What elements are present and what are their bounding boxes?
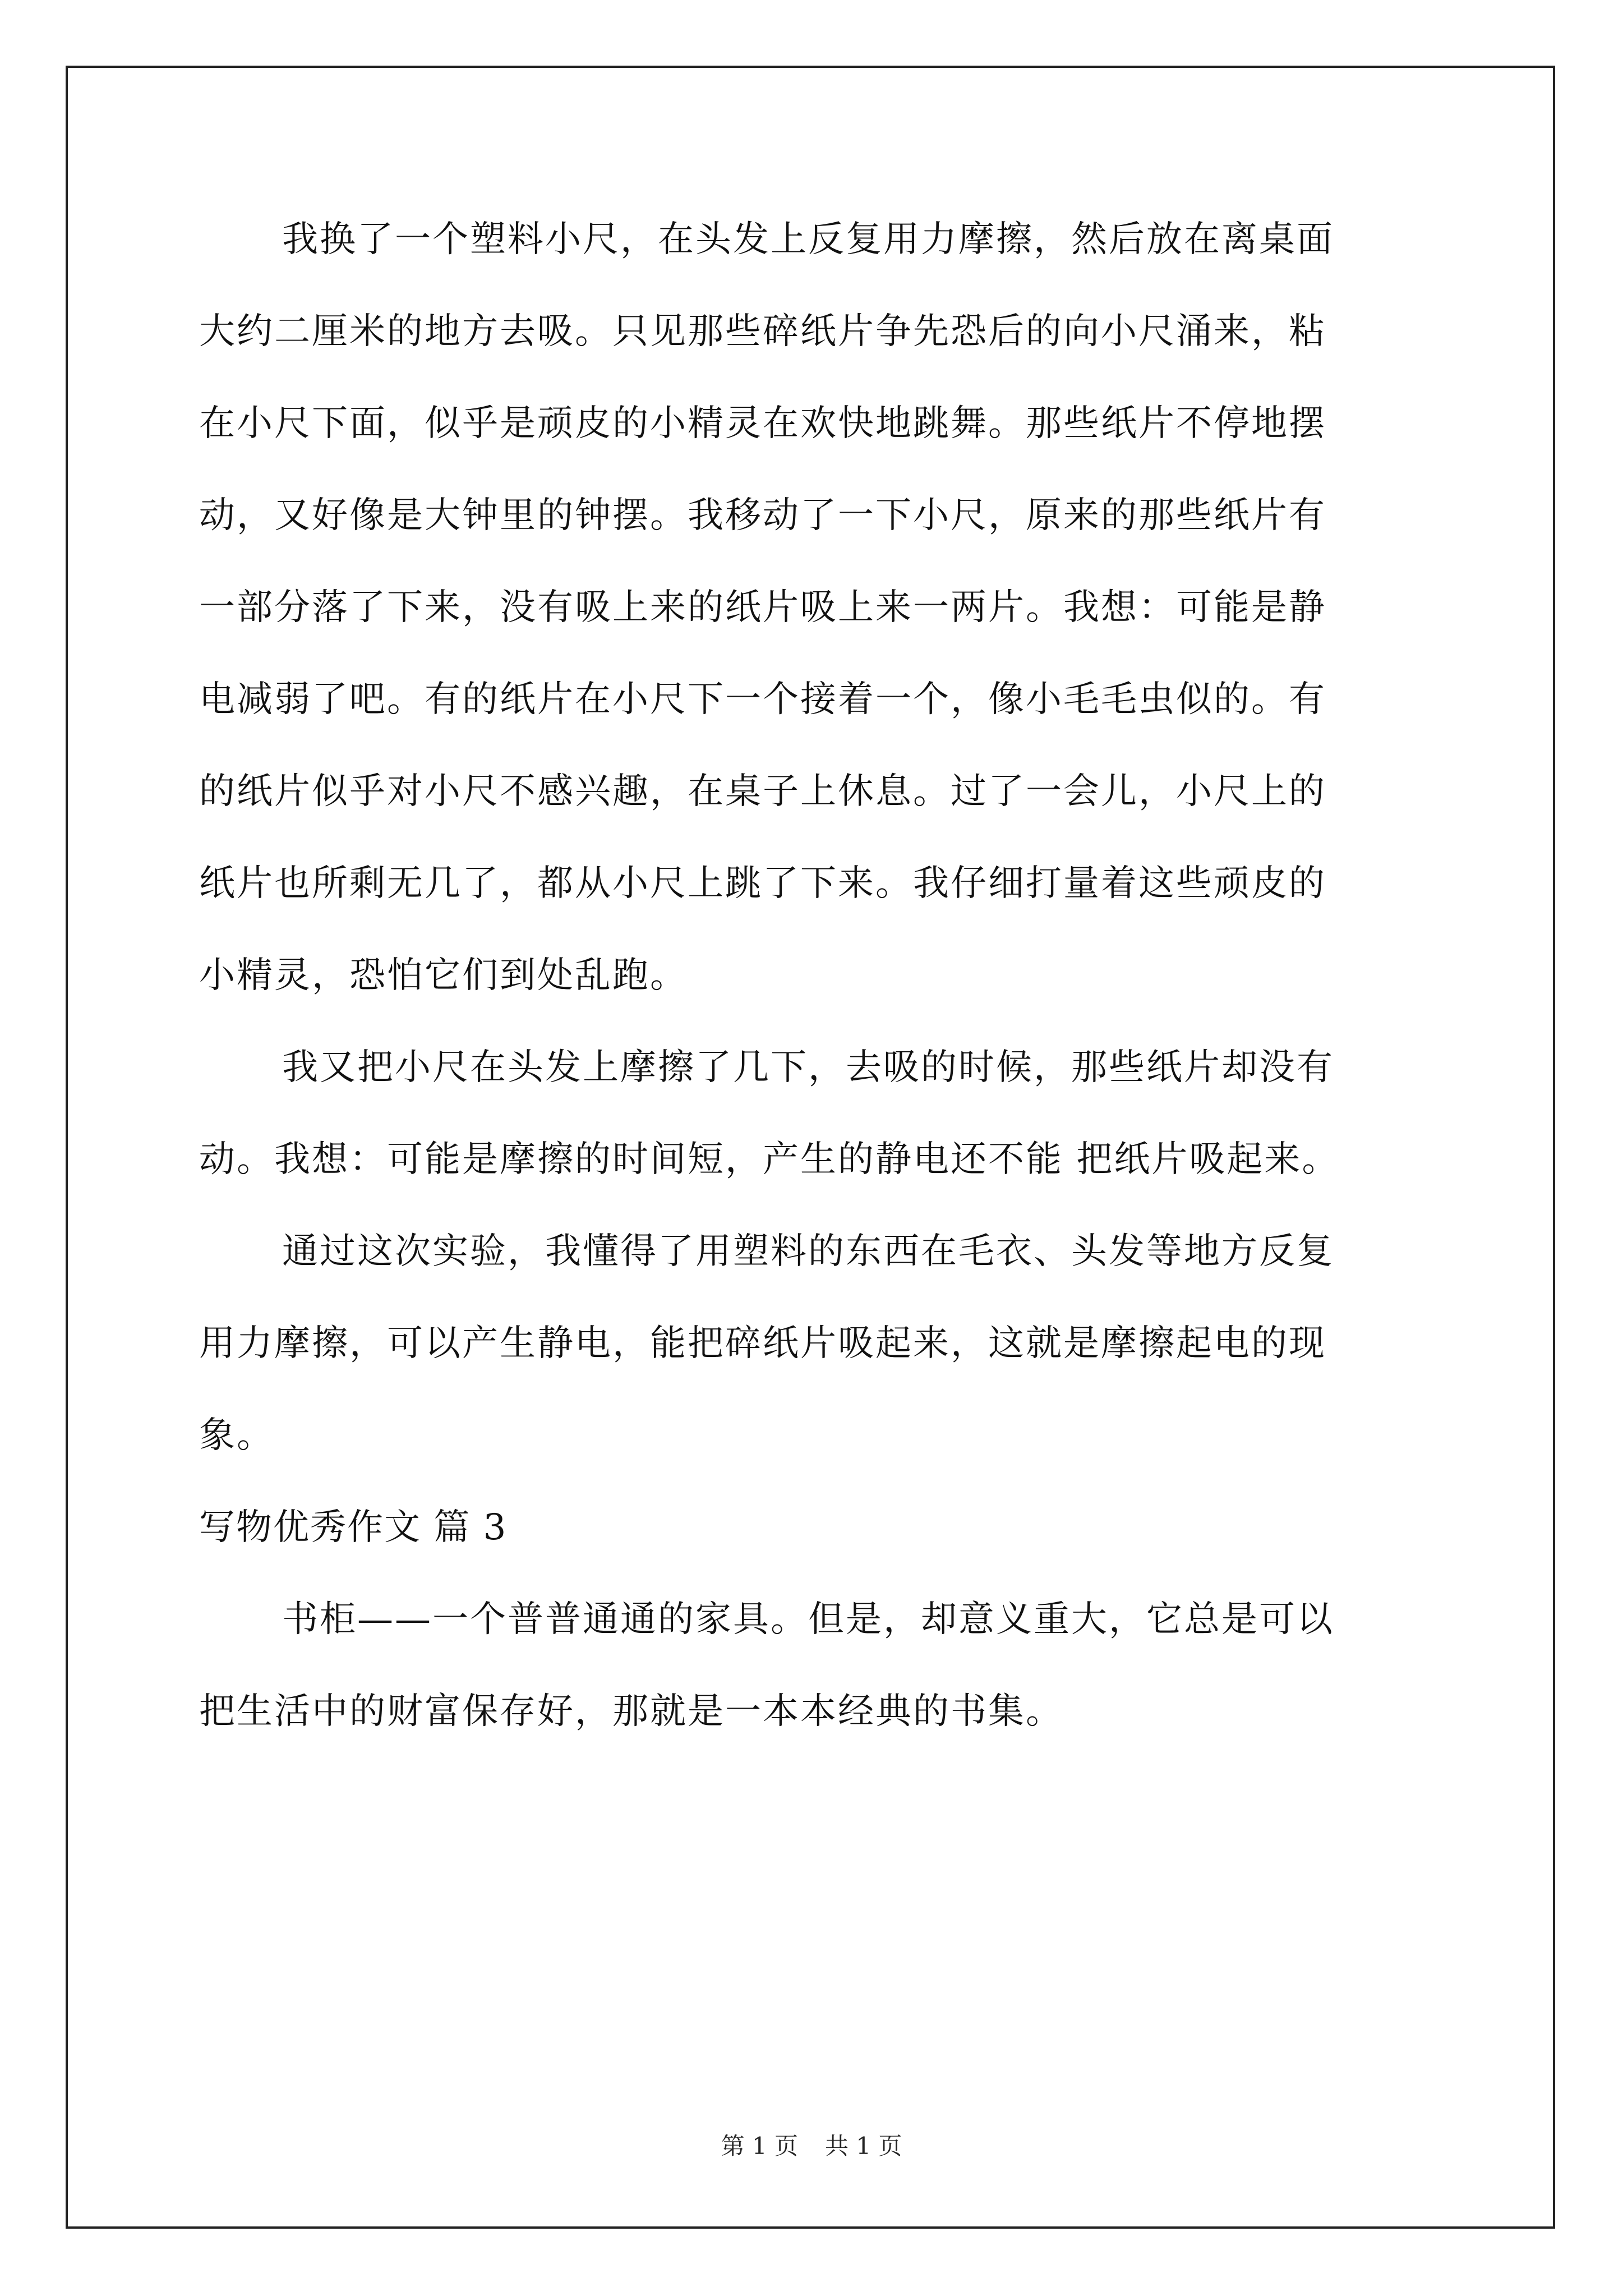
paragraph-line: 一部分落了下来，没有吸上来的纸片吸上来一两片。我想：可能是静 bbox=[199, 587, 1326, 628]
paragraph-line: 大约二厘米的地方去吸。只见那些碎纸片争先恐后的向小尺涌来，粘 bbox=[199, 311, 1326, 352]
document-body bbox=[199, 213, 1438, 1777]
paragraph-line: 我又把小尺在头发上摩擦了几下，去吸的时候，那些纸片却没有 bbox=[282, 1047, 1334, 1088]
paragraph-line: 把生活中的财富保存好，那就是一本本经典的书集。 bbox=[199, 1691, 1063, 1732]
paragraph-line: 我换了一个塑料小尺，在头发上反复用力摩擦，然后放在离桌面 bbox=[282, 219, 1334, 260]
paragraph-line: 书柜——一个普普通通的家具。但是，却意义重大，它总是可以 bbox=[282, 1599, 1334, 1640]
paragraph-line: 电减弱了吧。有的纸片在小尺下一个接着一个，像小毛毛虫似的。有 bbox=[199, 679, 1326, 720]
paragraph-line: 象。 bbox=[199, 1415, 274, 1456]
paragraph-line: 用力摩擦，可以产生静电，能把碎纸片吸起来，这就是摩擦起电的现 bbox=[199, 1323, 1326, 1364]
paragraph-line: 小精灵，恐怕它们到处乱跑。 bbox=[199, 955, 688, 996]
section-heading: 写物优秀作文 篇 3 bbox=[199, 1507, 508, 1548]
paragraph-line: 动，又好像是大钟里的钟摆。我移动了一下小尺，原来的那些纸片有 bbox=[199, 495, 1326, 536]
page-number-current: 第 1 页 bbox=[721, 2132, 798, 2160]
page-number-total: 共 1 页 bbox=[825, 2132, 902, 2160]
paragraph-line: 在小尺下面，似乎是顽皮的小精灵在欢快地跳舞。那些纸片不停地摆 bbox=[199, 403, 1326, 444]
paragraph-line: 动。我想：可能是摩擦的时间短，产生的静电还不能 把纸片吸起来。 bbox=[199, 1139, 1340, 1180]
page-footer bbox=[0, 2131, 1623, 2162]
paragraph-line: 通过这次实验，我懂得了用塑料的东西在毛衣、头发等地方反复 bbox=[282, 1231, 1334, 1272]
paragraph-line: 纸片也所剩无几了，都从小尺上跳了下来。我仔细打量着这些顽皮的 bbox=[199, 863, 1326, 904]
paragraph-line: 的纸片似乎对小尺不感兴趣，在桌子上休息。过了一会儿，小尺上的 bbox=[199, 771, 1326, 812]
